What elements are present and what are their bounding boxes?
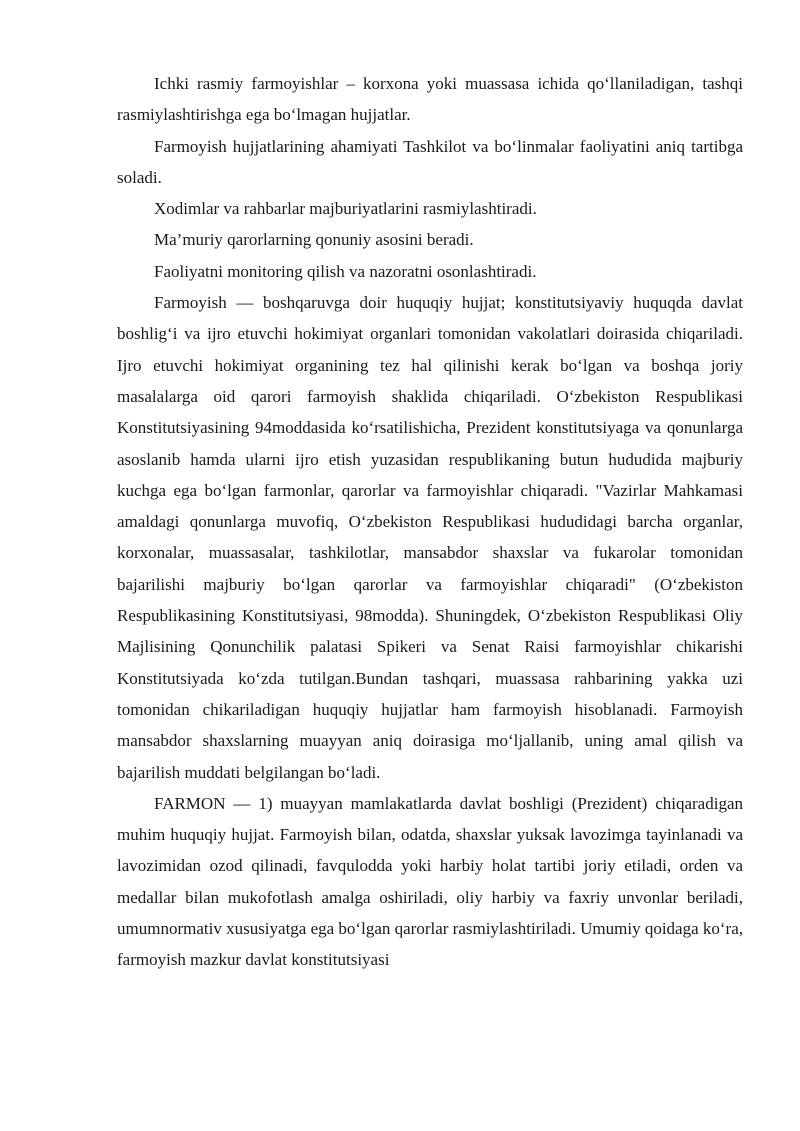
paragraph-monitoring: Faoliyatni monitoring qilish va nazoratni osonlashtiradi. xyxy=(154,261,537,281)
document-body xyxy=(117,68,743,976)
paragraph-legal-basis: Ma’muriy qarorlarning qonuniy asosini beradi. xyxy=(154,230,474,250)
paragraph-farmoyish-definition: Farmoyish — boshqaruvga doir huquqiy hujjat; konstitutsiyaviy huquqda davlat boshlig‘i va ijro etuvchi hokimiyat organlari tomonidan vakolatlari doirasida chiqariladi. Ijro etuvchi hokimiyat organining tez hal qilinishi kerak bo‘lgan va boshqa joriy masalalarga oid qarori farmoyish shaklida chiqariladi. O‘zbekiston Respublikasi Konstitutsiyasining 94moddasida ko‘rsatilishicha, Prezident konstitutsiyaga va qonunlarga asoslanib hamda ularni ijro etish yuzasidan respublikaning butun hududida majburiy kuchga ega bo‘lgan farmonlar, qarorlar va farmoyishlar chiqaradi. "Vazirlar Mahkamasi amaldagi qonunlarga muvofiq, O‘zbekiston Respublikasi hududidagi barcha organlar, korxonalar, muassasalar, tashkilotlar, mansabdor shaxslar va fukarolar tomonidan bajarilishi majburiy bo‘lgan qarorlar va farmoyishlar chiqaradi" (O‘zbekiston Respublikasining Konstitutsiyasi, 98modda). Shuningdek, O‘zbekiston Respublikasi Oliy Majlisining Qonunchilik palatasi Spikeri va Senat Raisi farmoyishlar chikarishi Konstitutsiyada ko‘zda tutilgan.Bundan tashqari, muassasa rahbarining yakka uzi tomonidan chikariladigan huquqiy hujjatlar ham farmoyish hisoblanadi. Farmoyish mansabdor shaxslarning muayyan aniq doirasiga mo‘ljallanib, uning amal qilish va bajarilish muddati belgilangan bo‘ladi. xyxy=(117,293,743,782)
paragraph-internal-orders: Ichki rasmiy farmoyishlar – korxona yoki muassasa ichida qo‘llaniladigan, tashqi rasmiylashtirishga ega bo‘lmagan hujjatlar. xyxy=(117,74,743,125)
paragraph-staff-duties: Xodimlar va rahbarlar majburiyatlarini rasmiylashtiradi. xyxy=(154,199,537,219)
paragraph-order-importance: Farmoyish hujjatlarining ahamiyati Tashkilot va bo‘linmalar faoliyatini aniq tartibga soladi. xyxy=(117,136,743,187)
paragraph-farmon-definition: FARMON — 1) muayyan mamlakatlarda davlat boshligi (Prezident) chiqaradigan muhim huquqiy hujjat. Farmoyish bilan, odatda, shaxslar yuksak lavozimga tayinlanadi va lavozimidan ozod qilinadi, favqulodda yoki harbiy holat tartibi joriy etiladi, orden va medallar bilan mukofotlash amalga oshiriladi, oliy harbiy va faxriy unvonlar beriladi, umumnormativ xususiyatga ega bo‘lgan qarorlar rasmiylashtiriladi. Umumiy qoidaga ko‘ra, farmoyish mazkur davlat konstitutsiyasi xyxy=(117,793,744,970)
